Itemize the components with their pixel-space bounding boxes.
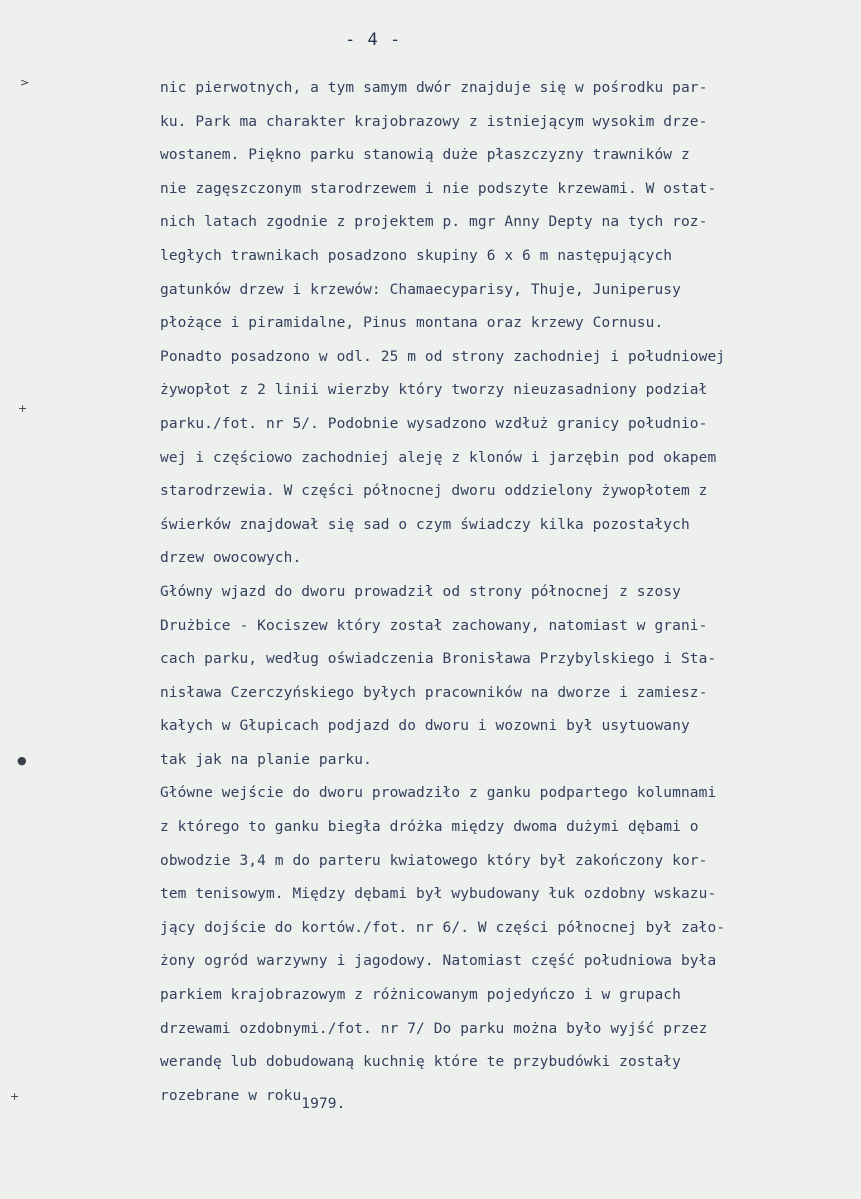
text-line-last (160, 1080, 850, 1114)
text-line: z którego to ganku biegła dróżka między dwoma dużymi dębami o (160, 819, 699, 836)
text-line: cach parku, według oświadczenia Bronisława Przybylskiego i Sta- (160, 651, 717, 668)
text-line: obwodzie 3,4 m do parteru kwiatowego który był zakończony kor- (160, 852, 708, 869)
text-line: drzewami ozdobnymi./fot. nr 7/ Do parku można było wyjść przez (160, 1020, 708, 1037)
text-line: starodrzewia. W części północnej dworu oddzielony żywopłotem z (160, 483, 708, 500)
text-line: jący dojście do kortów./fot. nr 6/. W części północnej był zało- (160, 919, 726, 936)
margin-mark: + (10, 1090, 20, 1103)
last-line-text: rozebrane w roku (160, 1087, 302, 1104)
text-line: Główny wjazd do dworu prowadził od strony północnej z szosy (160, 583, 681, 600)
text-line: nic pierwotnych, a tym samym dwór znajduje się w pośrodku par- (160, 80, 708, 96)
text-line: Ponadto posadzono w odl. 25 m od strony zachodniej i południowej (160, 348, 726, 365)
text-line: tem tenisowym. Między dębami był wybudowany łuk ozdobny wskazu- (160, 886, 717, 903)
text-line: parkiem krajobrazowym z różnicowanym pojedyńczo i w grupach (160, 987, 681, 1004)
text-line: werandę lub dobudowaną kuchnię które te przybudówki zostały (160, 1054, 681, 1071)
text-line: wej i częściowo zachodniej aleję z klonów i jarzębin pod okapem (160, 449, 717, 466)
text-line: Główne wejście do dworu prowadziło z ganku podpartego kolumnami (160, 785, 717, 802)
text-line: nie zagęszczonym starodrzewem i nie podszyte krzewami. W ostat- (160, 180, 717, 197)
text-line: ku. Park ma charakter krajobrazowy z istniejącym wysokim drze- (160, 113, 708, 130)
text-line: płożące i piramidalne, Pinus montana oraz krzewy Cornusu. (160, 315, 664, 332)
text-line: gatunków drzew i krzewów: Chamaecyparisy, Thuje, Juniperusy (160, 281, 681, 298)
text-line: wostanem. Piękno parku stanowią duże płaszczyzny trawników z (160, 147, 690, 164)
text-line: żony ogród warzywny i jagodowy. Natomiast część południowa była (160, 953, 717, 970)
year-text: 1979. (301, 1095, 346, 1112)
text-line: nich latach zgodnie z projektem p. mgr Anny Depty na tych roz- (160, 214, 708, 231)
text-line: żywopłot z 2 linii wierzby który tworzy nieuzasadniony podział (160, 382, 708, 399)
margin-mark: > (20, 76, 30, 89)
body-text (160, 72, 850, 1113)
text-line: kałych w Głupicach podjazd do dworu i wozowni był usytuowany (160, 718, 690, 735)
text-line: drzew owocowych. (160, 550, 302, 567)
text-line: ległych trawnikach posadzono skupiny 6 x 6 m następujących (160, 247, 673, 264)
margin-mark: ● (17, 754, 27, 767)
page-number: - 4 - (345, 30, 402, 50)
text-line: świerków znajdował się sad o czym świadczy kilka pozostałych (160, 516, 690, 533)
text-line: Drużbice - Kociszew który został zachowany, natomiast w grani- (160, 617, 708, 634)
text-line: nisława Czerczyńskiego byłych pracowników na dworze i zamiesz- (160, 684, 708, 701)
margin-mark: + (18, 402, 28, 415)
text-line: tak jak na planie parku. (160, 751, 372, 768)
text-line: parku./fot. nr 5/. Podobnie wysadzono wzdłuż granicy południo- (160, 415, 708, 432)
